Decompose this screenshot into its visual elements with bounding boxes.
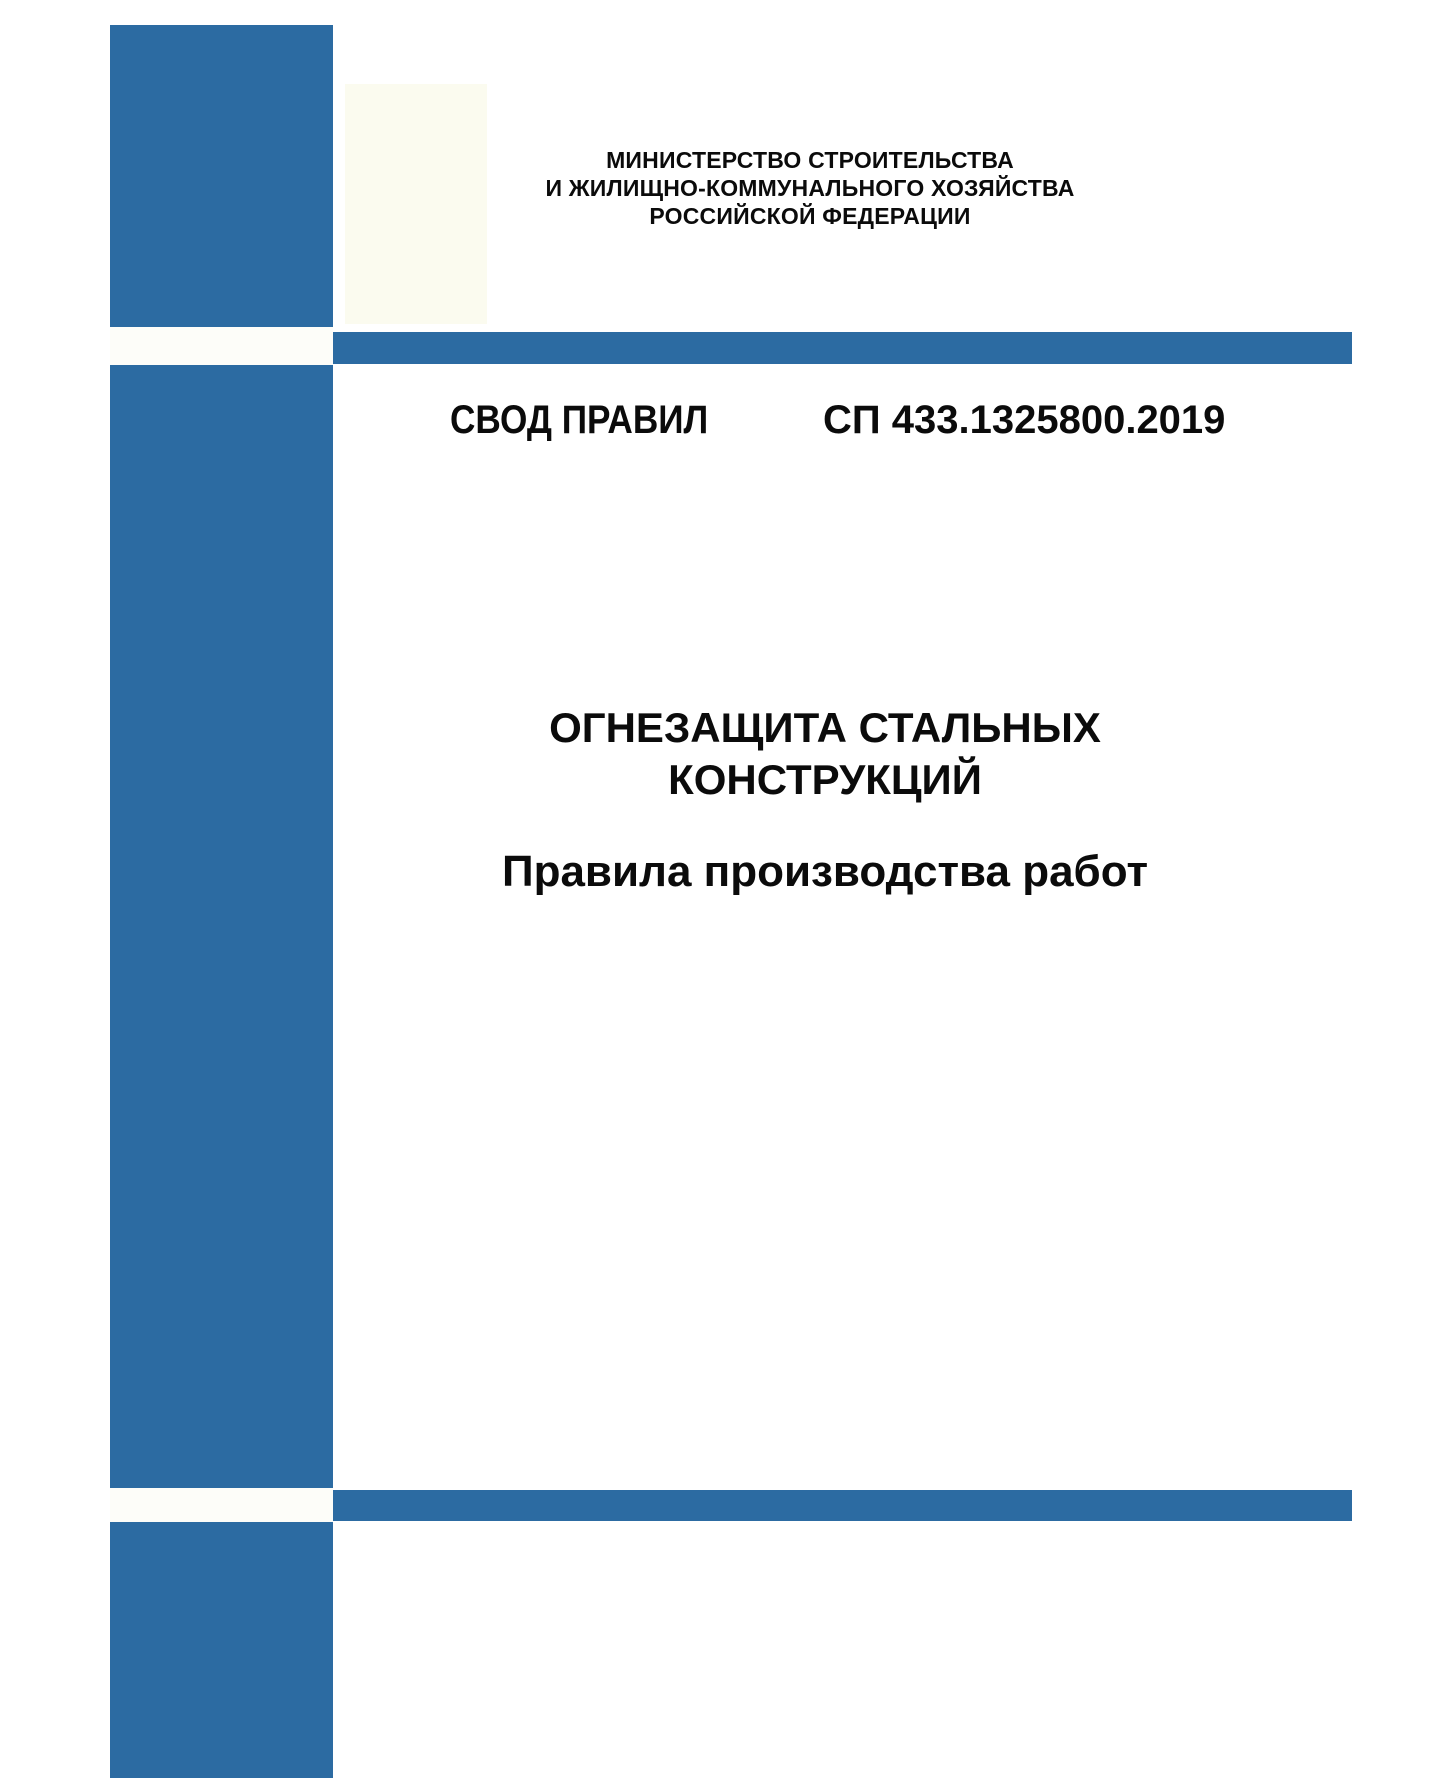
ministry-line-3: РОССИЙСКОЙ ФЕДЕРАЦИИ <box>649 203 971 229</box>
ministry-header <box>333 146 1287 230</box>
document-title-line-2: КОНСТРУКЦИЙ <box>668 756 982 803</box>
document-subtitle: Правила производства работ <box>501 847 1149 896</box>
ministry-line-1: МИНИСТЕРСТВО СТРОИТЕЛЬСТВА <box>606 147 1014 173</box>
bottom-blue-bar <box>333 1490 1352 1521</box>
ministry-line-2: И ЖИЛИЩНО-КОММУНАЛЬНОГО ХОЗЯЙСТВА <box>545 175 1075 201</box>
left-column-gap-top <box>110 327 333 365</box>
document-code: СП 433.1325800.2019 <box>823 398 1226 442</box>
document-kind-label: СВОД ПРАВИЛ <box>450 398 709 442</box>
document-title <box>333 702 1317 806</box>
top-blue-bar <box>333 332 1352 364</box>
document-title-line-1: ОГНЕЗАЩИТА СТАЛЬНЫХ <box>549 704 1101 751</box>
left-column-gap-bottom <box>110 1488 333 1522</box>
